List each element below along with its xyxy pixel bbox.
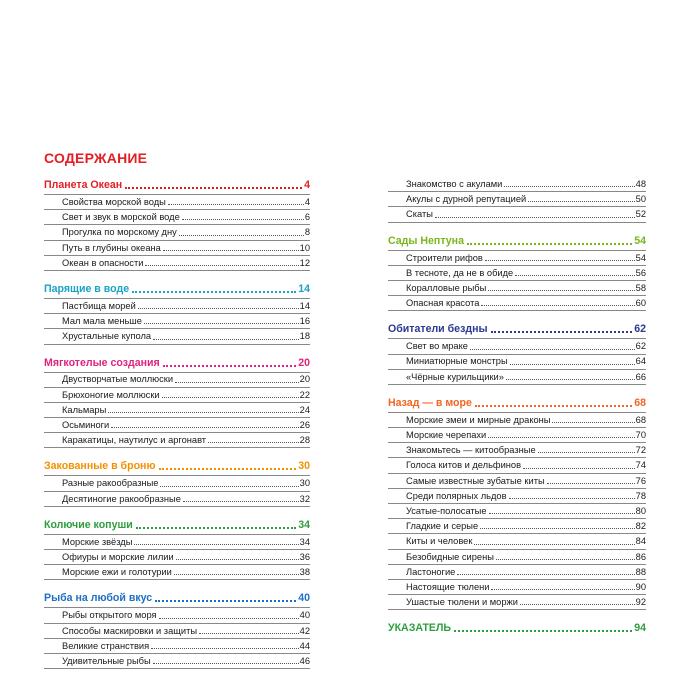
dot-leader [528,201,634,202]
toc-entry[interactable] [388,297,646,309]
entry-page-number: 30 [299,478,310,489]
entry-divider [44,447,310,448]
entry-page-number: 38 [299,567,310,578]
entry-title: Способы маскировки и защиты [62,625,198,636]
dot-leader [145,265,298,266]
dot-leader [208,442,299,443]
entry-title: Скаты [406,209,433,220]
dot-leader [138,308,299,309]
dot-leader [163,365,297,367]
entry-title: Опасная красота [406,298,480,309]
entry-page-number: 14 [299,300,310,311]
section-title: Рыба на любой вкус [44,592,153,605]
dot-leader [552,422,634,423]
section-heading[interactable] [388,234,646,248]
dot-leader [523,468,635,469]
dot-leader [515,275,634,276]
entry-divider [388,488,646,489]
entry-divider [388,473,646,474]
dot-leader [160,486,298,487]
entry-divider [388,518,646,519]
toc-entry[interactable] [388,340,646,352]
dot-leader [108,412,298,413]
section-title: Колючие копуши [44,518,133,531]
dot-leader [547,483,635,484]
entry-page-number: 26 [299,420,310,431]
entry-page-number: 8 [304,227,310,238]
section-heading[interactable] [44,178,310,192]
dot-leader [475,405,632,407]
dot-leader [506,379,635,380]
entry-divider [388,310,646,311]
entry-page-number: 90 [635,581,646,592]
dot-leader [488,437,634,438]
dot-leader [504,186,634,187]
section-divider [388,412,646,413]
toc-entry[interactable] [388,252,646,264]
dot-leader [136,527,296,529]
entry-title: Знакомьтесь — китообразные [406,445,536,456]
entry-divider [388,579,646,580]
entry-title: Морские ежи и голотурии [62,567,172,578]
toc-entry[interactable] [388,459,646,471]
section-divider [44,372,310,373]
entry-page-number: 22 [299,389,310,400]
entry-divider [44,623,310,624]
entry-page-number: 60 [635,298,646,309]
dot-leader [510,364,635,365]
dot-leader [153,339,299,340]
entry-divider [44,564,310,565]
dot-leader [159,618,299,619]
section-title: Сады Нептуна [388,234,464,247]
toc-entry[interactable] [44,404,310,416]
toc-section [44,591,310,669]
toc-right-column [388,178,646,646]
toc-entry[interactable] [388,193,646,205]
entry-title: Строители рифов [406,252,483,263]
entry-page-number: 42 [299,625,310,636]
toc-entry[interactable] [44,374,310,386]
toc-section [44,282,310,345]
entry-title: Путь в глубины океана [62,242,161,253]
entry-divider [388,457,646,458]
dot-leader [144,323,299,324]
entry-title: Миниатюрные монстры [406,356,508,367]
section-page-number: 94 [634,622,646,635]
dot-leader [481,305,634,306]
entry-title: Разные ракообразные [62,478,159,489]
section-page-number: 62 [634,323,646,336]
dot-leader [488,290,634,291]
entry-divider [388,222,646,223]
entry-page-number: 76 [635,475,646,486]
toc-entry[interactable] [44,609,310,621]
entry-page-number: 58 [635,282,646,293]
entry-page-number: 46 [299,655,310,666]
toc-entry[interactable] [44,300,310,312]
entry-page-number: 74 [635,460,646,471]
entry-page-number: 80 [635,505,646,516]
toc-entry[interactable] [44,330,310,342]
entry-divider [388,384,646,385]
entry-title: Киты и человек [406,536,473,547]
entry-page-number: 44 [299,640,310,651]
entry-divider [44,270,310,271]
dot-leader [467,243,632,245]
entry-title: Ушастые тюлени и моржи [406,597,518,608]
toc-entry[interactable] [388,535,646,547]
section-heading[interactable] [44,591,310,605]
entry-title: Офиуры и морские лилии [62,551,174,562]
entry-title: Свет и звук в морской воде [62,212,180,223]
entry-title: «Чёрные курильщики» [406,371,504,382]
entry-title: Морские черепахи [406,430,487,441]
section-page-number: 34 [298,518,310,531]
toc-entry[interactable] [388,490,646,502]
section-heading[interactable] [44,282,310,296]
dot-leader [182,219,304,220]
dot-leader [457,574,634,575]
entry-divider [388,265,646,266]
toc-entry[interactable] [44,536,310,548]
toc-section [388,234,646,312]
entry-divider [44,549,310,550]
dot-leader [183,501,299,502]
entry-title: Морские змеи и мирные драконы [406,414,551,425]
entry-title: Ластоногие [406,566,456,577]
entry-title: Знакомство с акулами [406,178,503,189]
section-heading[interactable] [388,621,646,635]
page-title: СОДЕРЖАНИЕ [44,150,148,166]
toc-entry[interactable] [388,208,646,220]
toc-entry[interactable] [388,371,646,383]
toc-entry[interactable] [388,475,646,487]
entry-divider [388,295,646,296]
entry-divider [388,191,646,192]
dot-leader [134,544,298,545]
section-page-number: 20 [298,356,310,369]
toc-entry[interactable] [388,267,646,279]
toc-entry[interactable] [44,315,310,327]
entry-divider [388,549,646,550]
section-title: УКАЗАТЕЛЬ [388,622,452,635]
toc-entry[interactable] [44,655,310,667]
toc-section [388,396,646,610]
entry-divider [44,344,310,345]
entry-divider [388,594,646,595]
entry-page-number: 64 [635,356,646,367]
toc-entry[interactable] [44,211,310,223]
entry-title: Двустворчатые моллюски [62,374,174,385]
entry-page-number: 6 [304,212,310,223]
entry-divider [44,432,310,433]
entry-divider [388,609,646,610]
dot-leader [175,382,299,383]
toc-entry[interactable] [44,566,310,578]
entry-page-number: 4 [304,196,310,207]
entry-page-number: 56 [635,267,646,278]
entry-divider [388,533,646,534]
dot-leader [199,633,299,634]
section-divider [44,534,310,535]
toc-entry[interactable] [388,356,646,368]
entry-divider [44,313,310,314]
toc-entry[interactable] [44,242,310,254]
entry-page-number: 82 [635,521,646,532]
section-divider [44,607,310,608]
section-page-number: 68 [634,396,646,409]
dot-leader [155,600,296,602]
section-title: Планета Океан [44,179,123,191]
entry-divider [44,240,310,241]
entry-title: Рыбы открытого моря [62,610,157,621]
entry-title: Самые известные зубатые киты [406,475,545,486]
section-page-number: 30 [298,460,310,473]
entry-page-number: 18 [299,331,310,342]
section-title: Обитатели бездны [388,323,488,336]
entry-page-number: 50 [635,194,646,205]
section-heading[interactable] [44,518,310,532]
entry-divider [44,328,310,329]
dot-leader [176,559,299,560]
dot-leader [520,604,635,605]
entry-page-number: 12 [299,257,310,268]
toc-section [388,621,646,635]
entry-title: Коралловые рыбы [406,282,487,293]
toc-entry[interactable] [388,566,646,578]
entry-divider [44,402,310,403]
entry-divider [388,564,646,565]
entry-page-number: 86 [635,551,646,562]
dot-leader [538,452,635,453]
entry-page-number: 62 [635,341,646,352]
section-page-number: 40 [298,592,310,605]
entry-page-number: 24 [299,404,310,415]
entry-title: Голоса китов и дельфинов [406,460,522,471]
entry-title: Усатые-полосатые [406,505,487,516]
dot-leader [491,589,634,590]
dot-leader [162,397,299,398]
dot-leader [474,544,634,545]
toc-left-column [44,178,310,680]
entry-divider [44,209,310,210]
entry-page-number: 70 [635,430,646,441]
dot-leader [132,291,296,293]
entry-page-number: 92 [635,597,646,608]
toc-section [44,459,310,506]
dot-leader [470,349,635,350]
entry-title: Брюхоногие моллюски [62,389,160,400]
section-page-number: 4 [304,179,310,191]
entry-page-number: 72 [635,445,646,456]
entry-divider [388,206,646,207]
entry-title: Мал мала меньше [62,316,142,327]
dot-leader [491,331,633,333]
dot-leader [489,513,635,514]
toc-entry[interactable] [388,596,646,608]
dot-leader [153,663,299,664]
toc-section [44,178,310,271]
entry-page-number: 32 [299,493,310,504]
section-divider [44,194,310,195]
toc-entry[interactable] [44,551,310,563]
toc-continued-entries [388,178,646,223]
entry-divider [44,579,310,580]
dot-leader [125,187,302,189]
dot-leader [480,528,634,529]
toc-entry[interactable] [44,419,310,431]
toc-entry[interactable] [44,389,310,401]
entry-divider [44,653,310,654]
entry-title: Десятиногие ракообразные [62,493,181,504]
section-page-number: 54 [634,234,646,247]
toc-entry[interactable] [44,640,310,652]
dot-leader [496,559,635,560]
dot-leader [435,217,635,218]
dot-leader [485,260,635,261]
toc-entry[interactable] [388,282,646,294]
entry-page-number: 52 [635,209,646,220]
entry-title: Акулы с дурной репутацией [406,194,527,205]
dot-leader [151,648,299,649]
entry-title: Осьминоги [62,420,110,431]
toc-entry[interactable] [44,477,310,489]
toc-entry[interactable] [388,178,646,190]
entry-divider [388,354,646,355]
toc-entry[interactable] [388,444,646,456]
entry-page-number: 84 [635,536,646,547]
entry-title: Хрустальные купола [62,331,152,342]
entry-divider [388,427,646,428]
section-heading[interactable] [388,396,646,410]
entry-page-number: 54 [635,252,646,263]
entry-page-number: 20 [299,374,310,385]
entry-page-number: 16 [299,316,310,327]
dot-leader [163,250,299,251]
entry-divider [388,369,646,370]
section-heading[interactable] [44,459,310,473]
toc-entry[interactable] [44,434,310,446]
entry-title: Свет во мраке [406,341,468,352]
entry-title: Каракатицы, наутилус и аргонавт [62,435,207,446]
entry-title: Великие странствия [62,640,150,651]
toc-entry[interactable] [388,520,646,532]
section-divider [44,475,310,476]
dot-leader [159,468,297,470]
entry-divider [44,387,310,388]
section-title: Закованные в броню [44,460,156,473]
entry-page-number: 78 [635,490,646,501]
entry-divider [44,417,310,418]
entry-divider [388,503,646,504]
section-title: Назад — в море [388,396,472,409]
toc-entry[interactable] [44,493,310,505]
toc-section [44,356,310,449]
entry-title: Среди полярных льдов [406,490,507,501]
toc-entry[interactable] [388,414,646,426]
entry-divider [44,506,310,507]
dot-leader [509,498,635,499]
section-page-number: 14 [298,282,310,295]
entry-divider [44,255,310,256]
entry-title: Прогулка по морскому дну [62,227,177,238]
section-divider [44,298,310,299]
section-title: Мягкотелые создания [44,356,160,369]
toc-section [388,322,646,385]
toc-entry[interactable] [388,551,646,563]
entry-title: Океан в опасности [62,257,144,268]
entry-divider [44,491,310,492]
entry-divider [44,224,310,225]
toc-entry[interactable] [388,429,646,441]
entry-title: Настоящие тюлени [406,581,490,592]
entry-page-number: 66 [635,371,646,382]
section-heading[interactable] [44,356,310,370]
entry-page-number: 40 [299,610,310,621]
entry-page-number: 36 [299,551,310,562]
entry-divider [44,668,310,669]
toc-section [44,518,310,581]
entry-page-number: 28 [299,435,310,446]
entry-page-number: 10 [299,242,310,253]
toc-entry[interactable] [44,226,310,238]
dot-leader [168,204,304,205]
entry-divider [388,442,646,443]
toc-entry[interactable] [388,581,646,593]
entry-page-number: 88 [635,566,646,577]
entry-page-number: 34 [299,536,310,547]
section-title: Парящие в воде [44,282,130,295]
entry-title: Удивительные рыбы [62,655,151,666]
entry-title: Безобидные сирены [406,551,494,562]
entry-title: В тесноте, да не в обиде [406,267,514,278]
toc-entry[interactable] [44,257,310,269]
entry-title: Свойства морской воды [62,196,166,207]
entry-page-number: 68 [635,414,646,425]
dot-leader [174,574,299,575]
dot-leader [454,630,632,632]
toc-entry[interactable] [388,505,646,517]
entry-title: Гладкие и серые [406,521,479,532]
toc-entry[interactable] [44,196,310,208]
entry-title: Пастбища морей [62,300,136,311]
entry-title: Морские звёзды [62,536,133,547]
entry-divider [44,638,310,639]
entry-page-number: 48 [635,178,646,189]
section-heading[interactable] [388,322,646,336]
entry-divider [388,280,646,281]
dot-leader [111,427,298,428]
toc-entry[interactable] [44,625,310,637]
dot-leader [179,235,304,236]
entry-title: Кальмары [62,404,107,415]
section-divider [388,250,646,251]
section-divider [388,338,646,339]
